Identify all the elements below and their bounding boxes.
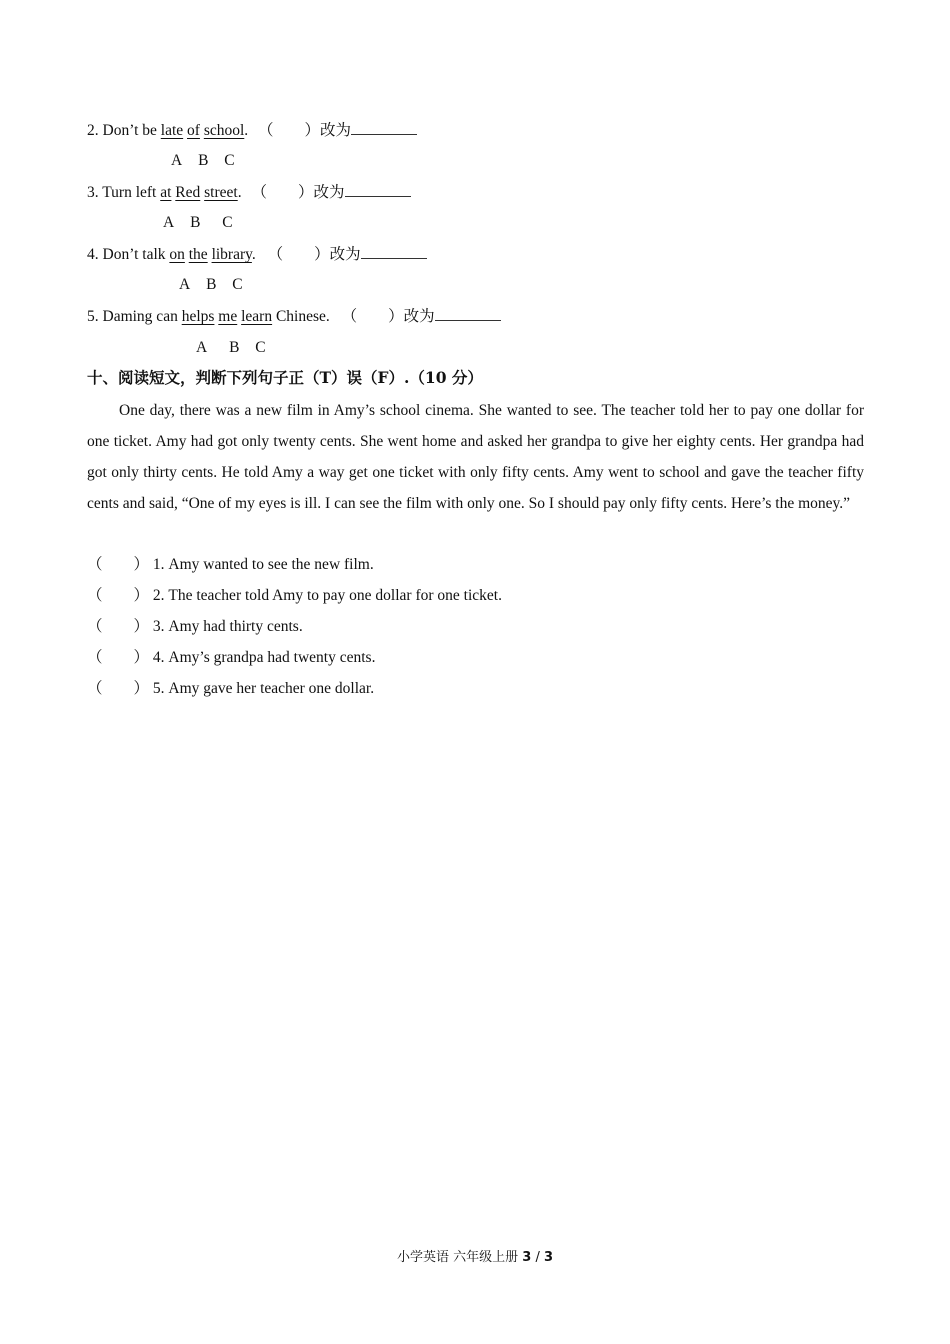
item-text-end: .	[244, 122, 249, 139]
question-text: 5. Amy gave her teacher one dollar.	[152, 680, 375, 697]
answer-paren[interactable]: （ ）	[87, 649, 150, 666]
section-heading: 十、阅读短文，判断下列句子正（T）误（F）.（10 分）	[87, 368, 483, 387]
correction-item-5	[87, 306, 501, 327]
correction-item-4	[87, 244, 427, 265]
option-c-word: learn	[241, 308, 273, 325]
question-3	[87, 617, 303, 637]
correction-item-3	[87, 182, 411, 203]
question-text: 4. Amy’s grandpa had twenty cents.	[152, 649, 376, 666]
item-text-end: Chinese.	[272, 308, 330, 325]
option-letters	[196, 338, 266, 358]
change-label: 改为	[403, 308, 435, 325]
letter-a: A	[196, 339, 208, 356]
question-5	[87, 679, 374, 699]
letter-c: C	[232, 276, 243, 293]
option-a-word: on	[169, 246, 185, 263]
option-letters	[179, 275, 243, 295]
option-a-word: late	[160, 122, 184, 139]
answer-paren[interactable]: （ ）	[267, 246, 330, 263]
question-1	[87, 555, 374, 575]
item-number: 3.	[87, 184, 99, 201]
letter-c: C	[224, 152, 235, 169]
answer-paren[interactable]: （ ）	[87, 587, 150, 604]
footer-subject: 小学英语 六年级上册	[396, 1250, 519, 1265]
item-number: 4.	[87, 246, 99, 263]
option-a-word: at	[160, 184, 172, 201]
question-text: 3. Amy had thirty cents.	[152, 618, 303, 635]
letter-a: A	[171, 152, 183, 169]
option-c-word: school	[203, 122, 245, 139]
item-text: Daming can	[102, 308, 178, 325]
letter-b: B	[190, 214, 201, 231]
question-text: 1. Amy wanted to see the new film.	[152, 556, 374, 573]
option-a-word: helps	[181, 308, 215, 325]
item-text: Turn left	[102, 184, 157, 201]
question-2	[87, 586, 502, 606]
item-number: 5.	[87, 308, 99, 325]
letter-b: B	[229, 339, 240, 356]
page-separator: /	[531, 1250, 544, 1265]
correction-item-2	[87, 120, 417, 141]
reading-passage: One day, there was a new film in Amy’s school cinema. She wanted to see. The teacher told her to pay one dollar for one ticket. Amy had got only twenty cents. She went home and asked her grandpa to give her eighty cents. Her grandpa had got only thirty cents. He told Amy a way get one ticket with only fifty cents. Amy went to school and gave the teacher fifty cents and said, “One of my eyes is ill. I can see the film with only one. So I should pay only fifty cents. Here’s the money.”	[87, 402, 864, 512]
item-text-end: .	[237, 184, 242, 201]
option-b-word: of	[187, 122, 200, 139]
letter-c: C	[255, 339, 266, 356]
option-c-word: street	[204, 184, 238, 201]
answer-paren[interactable]: （ ）	[341, 308, 404, 325]
answer-paren[interactable]: （ ）	[251, 184, 314, 201]
page-total: 3	[543, 1250, 554, 1265]
correction-blank[interactable]	[351, 120, 417, 135]
change-label: 改为	[313, 184, 345, 201]
answer-paren[interactable]: （ ）	[258, 122, 321, 139]
option-letters	[163, 213, 233, 233]
question-4	[87, 648, 375, 668]
letter-b: B	[198, 152, 209, 169]
answer-paren[interactable]: （ ）	[87, 556, 150, 573]
change-label: 改为	[320, 122, 352, 139]
option-b-word: Red	[175, 184, 201, 201]
change-label: 改为	[329, 246, 361, 263]
letter-a: A	[163, 214, 175, 231]
item-text: Don’t talk	[102, 246, 166, 263]
item-text: Don’t be	[102, 122, 157, 139]
page-number: 3	[522, 1250, 532, 1265]
answer-paren[interactable]: （ ）	[87, 680, 150, 697]
correction-blank[interactable]	[435, 306, 501, 321]
option-c-word: library	[211, 246, 252, 263]
item-number: 2.	[87, 122, 99, 139]
letter-c: C	[222, 214, 233, 231]
correction-blank[interactable]	[345, 182, 411, 197]
answer-paren[interactable]: （ ）	[87, 618, 150, 635]
option-b-word: the	[188, 246, 208, 263]
letter-b: B	[206, 276, 217, 293]
letter-a: A	[179, 276, 191, 293]
option-letters	[171, 151, 235, 171]
question-text: 2. The teacher told Amy to pay one dollar for one ticket.	[152, 587, 502, 604]
page-footer	[0, 1246, 950, 1265]
option-b-word: me	[218, 308, 238, 325]
item-text-end: .	[251, 246, 256, 263]
correction-blank[interactable]	[361, 244, 427, 259]
